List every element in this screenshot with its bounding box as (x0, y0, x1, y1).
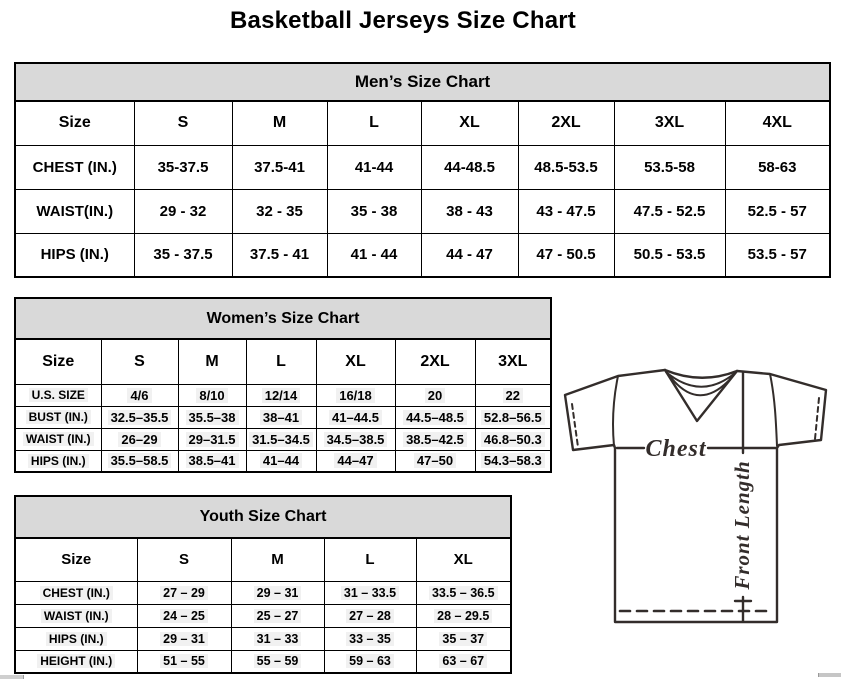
youth-table-row (15, 581, 511, 604)
mens-value-cell: 32 - 35 (232, 189, 327, 233)
youth-size-chart-section (14, 495, 510, 674)
womens-value-cell: 44–47 (316, 450, 395, 472)
mens-value-cell: 29 - 32 (134, 189, 232, 233)
youth-chart-title: Youth Size Chart (15, 496, 511, 538)
mens-value-cell: 35-37.5 (134, 145, 232, 189)
mens-value-cell: 35 - 37.5 (134, 233, 232, 277)
womens-value-cell: 38.5–41 (178, 450, 246, 472)
jersey-measurement-diagram (558, 360, 843, 660)
youth-table-row (15, 627, 511, 650)
youth-value-cell: 25 – 27 (231, 604, 324, 627)
youth-value-cell: 27 – 28 (324, 604, 416, 627)
womens-value-cell: 22 (475, 384, 551, 406)
youth-value-cell: 63 – 67 (416, 650, 511, 673)
womens-chart-title: Women’s Size Chart (15, 298, 551, 339)
youth-value-cell: 59 – 63 (324, 650, 416, 673)
mens-value-cell: 44-48.5 (421, 145, 518, 189)
mens-value-cell: 47 - 50.5 (518, 233, 614, 277)
mens-size-table (14, 62, 831, 278)
womens-column-header: S (101, 339, 178, 384)
womens-table-row (15, 384, 551, 406)
youth-table-row (15, 604, 511, 627)
mens-row-label: HIPS (IN.) (15, 233, 134, 277)
womens-value-cell: 52.8–56.5 (475, 406, 551, 428)
mens-table-row (15, 145, 830, 189)
page-title: Basketball Jerseys Size Chart (230, 7, 576, 34)
womens-value-cell: 12/14 (246, 384, 316, 406)
mens-column-header: S (134, 101, 232, 145)
mens-value-cell: 50.5 - 53.5 (614, 233, 725, 277)
womens-size-header: Size (15, 339, 101, 384)
mens-value-cell: 37.5-41 (232, 145, 327, 189)
womens-row-label: BUST (IN.) (15, 406, 101, 428)
horizontal-scrollbar-fragment-left[interactable] (0, 675, 24, 679)
youth-value-cell: 33.5 – 36.5 (416, 581, 511, 604)
womens-column-header: 3XL (475, 339, 551, 384)
youth-value-cell: 31 – 33 (231, 627, 324, 650)
mens-row-label: WAIST(IN.) (15, 189, 134, 233)
mens-column-header: 4XL (725, 101, 830, 145)
mens-value-cell: 58-63 (725, 145, 830, 189)
womens-value-cell: 31.5–34.5 (246, 428, 316, 450)
jersey-sleeve-stitch-left (572, 404, 578, 447)
youth-value-cell: 29 – 31 (137, 627, 231, 650)
mens-column-header: M (232, 101, 327, 145)
womens-value-cell: 47–50 (395, 450, 475, 472)
womens-table-row (15, 406, 551, 428)
jersey-armhole-right (770, 374, 777, 446)
womens-column-header: L (246, 339, 316, 384)
mens-table-row (15, 189, 830, 233)
youth-column-header: L (324, 538, 416, 581)
womens-value-cell: 41–44.5 (316, 406, 395, 428)
mens-value-cell: 48.5-53.5 (518, 145, 614, 189)
mens-value-cell: 43 - 47.5 (518, 189, 614, 233)
mens-column-header: XL (421, 101, 518, 145)
youth-row-label: WAIST (IN.) (15, 604, 137, 627)
youth-value-cell: 33 – 35 (324, 627, 416, 650)
mens-column-header: 3XL (614, 101, 725, 145)
youth-value-cell: 55 – 59 (231, 650, 324, 673)
youth-value-cell: 35 – 37 (416, 627, 511, 650)
womens-value-cell: 26–29 (101, 428, 178, 450)
womens-size-table (14, 297, 552, 473)
youth-row-label: HEIGHT (IN.) (15, 650, 137, 673)
womens-value-cell: 29–31.5 (178, 428, 246, 450)
womens-value-cell: 44.5–48.5 (395, 406, 475, 428)
womens-value-cell: 32.5–35.5 (101, 406, 178, 428)
youth-value-cell: 24 – 25 (137, 604, 231, 627)
mens-size-chart-section (14, 62, 829, 278)
mens-value-cell: 44 - 47 (421, 233, 518, 277)
womens-value-cell: 34.5–38.5 (316, 428, 395, 450)
womens-column-header: M (178, 339, 246, 384)
mens-value-cell: 52.5 - 57 (725, 189, 830, 233)
mens-value-cell: 41 - 44 (327, 233, 421, 277)
womens-row-label: U.S. SIZE (15, 384, 101, 406)
mens-column-header: L (327, 101, 421, 145)
mens-value-cell: 41-44 (327, 145, 421, 189)
youth-column-header: XL (416, 538, 511, 581)
mens-value-cell: 47.5 - 52.5 (614, 189, 725, 233)
front-length-label: Front Length (730, 460, 754, 590)
youth-value-cell: 27 – 29 (137, 581, 231, 604)
womens-value-cell: 35.5–38 (178, 406, 246, 428)
womens-value-cell: 38–41 (246, 406, 316, 428)
youth-row-label: CHEST (IN.) (15, 581, 137, 604)
womens-row-label: WAIST (IN.) (15, 428, 101, 450)
womens-value-cell: 46.8–50.3 (475, 428, 551, 450)
jersey-sleeve-stitch-right (815, 398, 819, 439)
womens-column-header: XL (316, 339, 395, 384)
youth-column-header: S (137, 538, 231, 581)
mens-column-header: 2XL (518, 101, 614, 145)
youth-size-table (14, 495, 512, 674)
womens-column-header: 2XL (395, 339, 475, 384)
womens-value-cell: 35.5–58.5 (101, 450, 178, 472)
chest-label: Chest (645, 436, 707, 462)
womens-value-cell: 38.5–42.5 (395, 428, 475, 450)
womens-value-cell: 20 (395, 384, 475, 406)
womens-value-cell: 41–44 (246, 450, 316, 472)
youth-table-row (15, 650, 511, 673)
horizontal-scrollbar-fragment-right[interactable] (818, 673, 841, 677)
jersey-armhole-left (613, 376, 618, 446)
jersey-outline-shape (565, 370, 826, 622)
mens-size-header: Size (15, 101, 134, 145)
mens-value-cell: 37.5 - 41 (232, 233, 327, 277)
youth-value-cell: 29 – 31 (231, 581, 324, 604)
womens-row-label: HIPS (IN.) (15, 450, 101, 472)
womens-value-cell: 4/6 (101, 384, 178, 406)
youth-value-cell: 51 – 55 (137, 650, 231, 673)
mens-table-row (15, 233, 830, 277)
youth-column-header: M (231, 538, 324, 581)
womens-value-cell: 16/18 (316, 384, 395, 406)
jersey-collar-curve-1 (665, 370, 737, 378)
mens-value-cell: 53.5 - 57 (725, 233, 830, 277)
youth-value-cell: 28 – 29.5 (416, 604, 511, 627)
womens-table-row (15, 450, 551, 472)
youth-size-header: Size (15, 538, 137, 581)
mens-value-cell: 53.5-58 (614, 145, 725, 189)
mens-value-cell: 38 - 43 (421, 189, 518, 233)
mens-value-cell: 35 - 38 (327, 189, 421, 233)
womens-value-cell: 54.3–58.3 (475, 450, 551, 472)
mens-row-label: CHEST (IN.) (15, 145, 134, 189)
womens-value-cell: 8/10 (178, 384, 246, 406)
mens-chart-title: Men’s Size Chart (15, 63, 830, 101)
youth-value-cell: 31 – 33.5 (324, 581, 416, 604)
womens-size-chart-section (14, 297, 550, 473)
youth-row-label: HIPS (IN.) (15, 627, 137, 650)
womens-table-row (15, 428, 551, 450)
